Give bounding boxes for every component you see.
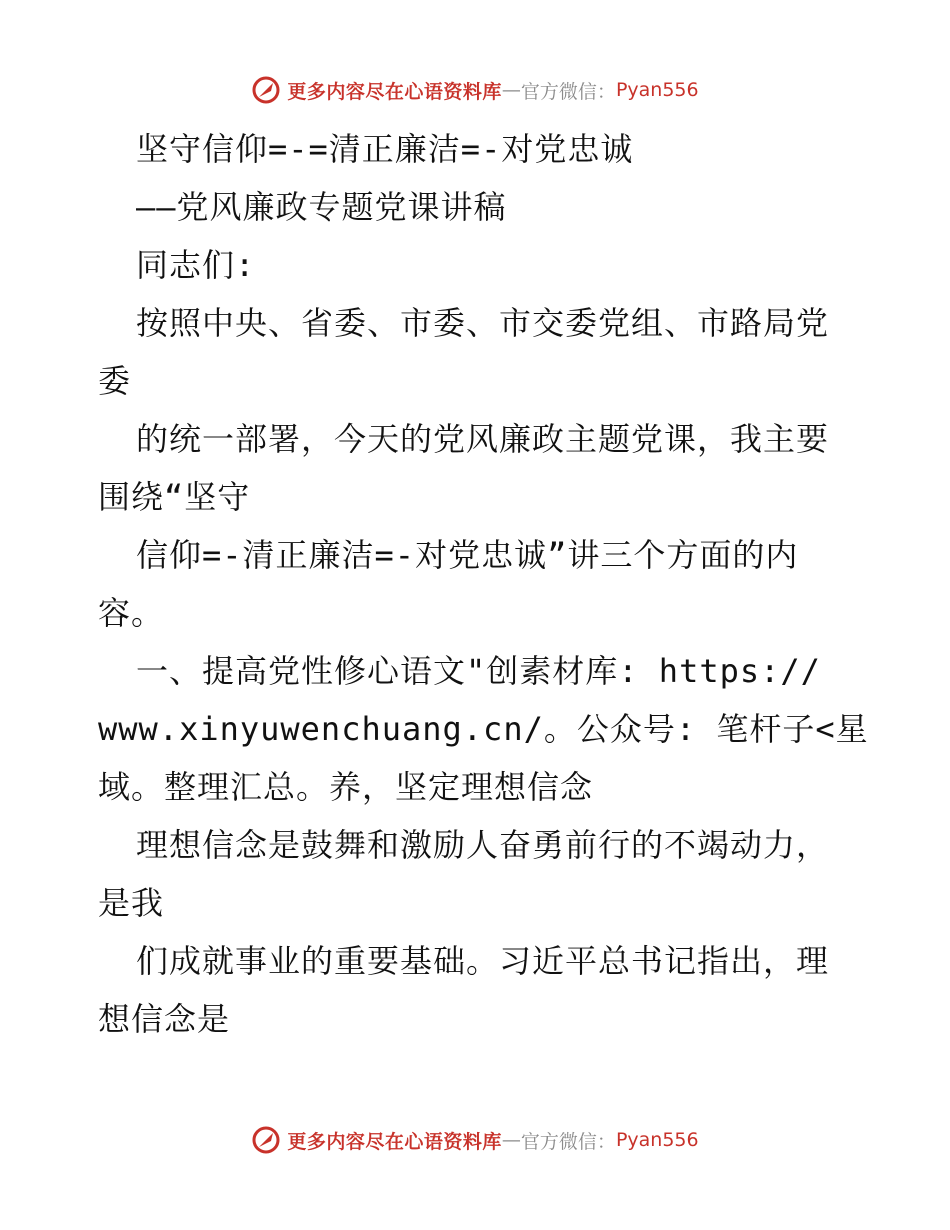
document-body [98, 120, 869, 1048]
footer-wechat-label: 官方微信： [520, 1130, 616, 1153]
header-wechat-id: Pyan556 [615, 79, 699, 101]
footer-banner [0, 1120, 950, 1160]
quill-logo-icon [251, 75, 281, 105]
doc-line: 们成就事业的重要基础。习近平总书记指出，理 [136, 942, 830, 980]
doc-line: 容。 [98, 594, 165, 632]
doc-line: 的统一部署，今天的党风廉政主题党课，我主要 [136, 420, 830, 458]
footer-dash: — [501, 1129, 521, 1151]
quill-logo-icon [251, 1125, 281, 1155]
doc-section-heading: 一、提高党性修心语文"创素材库: https:// [136, 652, 821, 690]
header-site-text: 更多内容尽在心语资料库 [287, 80, 502, 103]
doc-line: 信仰=-清正廉洁=-对党忠诚”讲三个方面的内 [136, 536, 799, 574]
header-banner [0, 70, 950, 110]
doc-line: 想信念是 [98, 1000, 231, 1038]
doc-line: 理想信念是鼓舞和激励人奋勇前行的不竭动力， [136, 826, 830, 864]
header-dash: — [501, 79, 521, 101]
doc-line: www.xinyuwenchuang.cn/。公众号: 笔杆子<星 [98, 710, 869, 748]
doc-line: 围绕“坚守 [98, 478, 251, 516]
doc-subtitle: ——党风廉政专题党课讲稿 [136, 188, 507, 226]
footer-site-text: 更多内容尽在心语资料库 [287, 1130, 502, 1153]
footer-wechat-id: Pyan556 [615, 1129, 699, 1151]
doc-line: 按照中央、省委、市委、市交委党组、市路局党 [136, 304, 830, 342]
doc-line: 委 [98, 362, 132, 400]
doc-line: 域。整理汇总。养，坚定理想信念 [98, 768, 594, 806]
header-wechat-label: 官方微信： [520, 80, 616, 103]
doc-line: 是我 [98, 884, 165, 922]
doc-salutation: 同志们: [136, 246, 256, 284]
doc-title: 坚守信仰=-=清正廉洁=-对党忠诚 [136, 130, 634, 168]
